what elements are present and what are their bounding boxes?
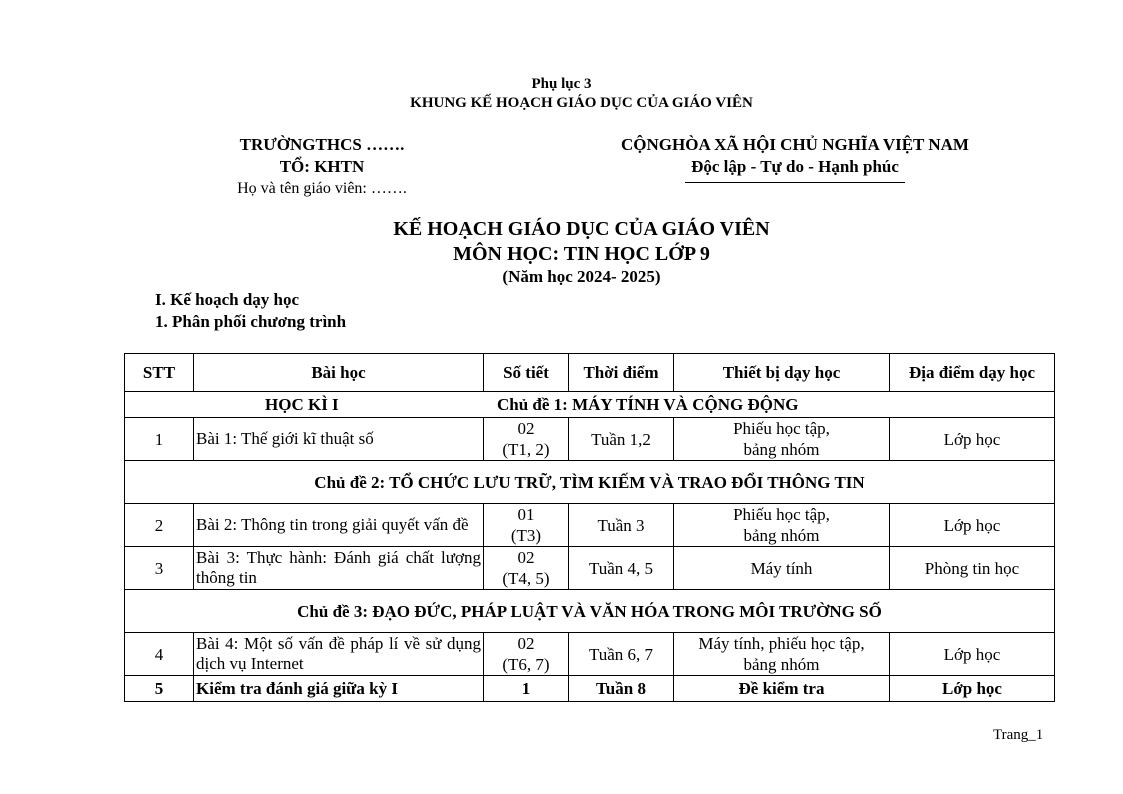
cell-time: Tuần 6, 7 [569, 633, 674, 676]
section-heading: I. Kế hoạch dạy học [155, 290, 300, 309]
equipment-line: bảng nhóm [743, 526, 820, 545]
table-row [125, 676, 1055, 702]
cell-stt: 4 [125, 633, 194, 676]
topic1-label: Chủ đề 1: MÁY TÍNH VÀ CỘNG ĐỘNG [497, 395, 799, 414]
periods-count: 02 [517, 419, 535, 438]
cell-place: Lớp học [890, 418, 1055, 461]
topic-row [125, 590, 1055, 633]
equipment-line: Phiếu học tập, [733, 419, 830, 438]
cell-place: Lớp học [890, 676, 1055, 702]
table-row [125, 547, 1055, 590]
cell-place: Phòng tin học [890, 547, 1055, 590]
cell-equipment: Đề kiểm tra [674, 676, 890, 702]
table-row [125, 633, 1055, 676]
cell-lesson: Bài 3: Thực hành: Đánh giá chất lượng thông tin [194, 547, 484, 590]
header-stt: STT [125, 354, 194, 392]
periods-count: 02 [517, 634, 535, 653]
topic-row [125, 461, 1055, 504]
header-time: Thời điểm [569, 354, 674, 392]
framework-title: KHUNG KẾ HOẠCH GIÁO DỤC CỦA GIÁO VIÊN [410, 95, 753, 111]
header-lesson: Bài học [194, 354, 484, 392]
cell-periods [484, 547, 569, 590]
nation-block [585, 134, 1005, 183]
plan-subject: MÔN HỌC: TIN HỌC LỚP 9 [453, 243, 710, 265]
appendix-label: Phụ lục 3 [531, 76, 592, 92]
cell-lesson: Bài 1: Thế giới kĩ thuật số [194, 418, 484, 461]
periods-count: 02 [517, 548, 535, 567]
periods-detail: (T1, 2) [502, 440, 550, 459]
cell-equipment: Máy tính [674, 547, 890, 590]
teacher-name: Họ và tên giáo viên: ……. [237, 180, 407, 197]
table-row [125, 504, 1055, 547]
equipment-line: bảng nhóm [743, 655, 820, 674]
header-equipment: Thiết bị dạy học [674, 354, 890, 392]
cell-stt: 5 [125, 676, 194, 702]
cell-time: Tuần 3 [569, 504, 674, 547]
curriculum-table [124, 353, 1055, 702]
cell-periods [484, 418, 569, 461]
semester-row [125, 392, 1055, 418]
page-number: Trang_1 [993, 727, 1044, 743]
equipment-line: Máy tính, phiếu học tập, [698, 634, 865, 653]
table-row [125, 418, 1055, 461]
cell-stt: 1 [125, 418, 194, 461]
cell-periods: 1 [484, 676, 569, 702]
semester-label: HỌC KÌ I [265, 395, 339, 414]
topic3-label: Chủ đề 3: ĐẠO ĐỨC, PHÁP LUẬT VÀ VĂN HÓA TRONG MÔI TRƯỜNG SỐ [125, 590, 1055, 633]
cell-lesson: Bài 2: Thông tin trong giải quyết vấn đề [194, 504, 484, 547]
table-header-row [125, 354, 1055, 392]
periods-detail: (T3) [510, 526, 542, 545]
cell-place: Lớp học [890, 504, 1055, 547]
header-periods: Số tiết [484, 354, 569, 392]
cell-equipment [674, 418, 890, 461]
cell-stt: 3 [125, 547, 194, 590]
cell-stt: 2 [125, 504, 194, 547]
cell-place: Lớp học [890, 633, 1055, 676]
header-place: Địa điểm dạy học [890, 354, 1055, 392]
cell-lesson: Bài 4: Một số vấn đề pháp lí về sử dụng dịch vụ Internet [194, 633, 484, 676]
cell-equipment [674, 633, 890, 676]
cell-time: Tuần 1,2 [569, 418, 674, 461]
cell-equipment [674, 504, 890, 547]
nation-name: CỘNGHÒA XÃ HỘI CHỦ NGHĨA VIỆT NAM [621, 135, 969, 154]
periods-detail: (T4, 5) [502, 569, 550, 588]
plan-year: (Năm học 2024- 2025) [502, 267, 661, 286]
equipment-line: Phiếu học tập, [733, 505, 830, 524]
school-name: TRƯỜNGTHCS ……. [239, 135, 405, 154]
group-name: TỔ: KHTN [279, 157, 365, 176]
plan-title: KẾ HOẠCH GIÁO DỤC CỦA GIÁO VIÊN [393, 218, 770, 240]
equipment-line: bảng nhóm [743, 440, 820, 459]
subsection-heading: 1. Phân phối chương trình [155, 312, 347, 331]
periods-count: 01 [517, 505, 535, 524]
school-block [192, 134, 452, 200]
cell-time: Tuần 4, 5 [569, 547, 674, 590]
cell-periods [484, 504, 569, 547]
cell-time: Tuần 8 [569, 676, 674, 702]
cell-periods [484, 633, 569, 676]
cell-lesson: Kiểm tra đánh giá giữa kỳ I [194, 676, 484, 702]
periods-detail: (T6, 7) [502, 655, 550, 674]
national-motto: Độc lập - Tự do - Hạnh phúc [685, 156, 905, 183]
semester-topic-cell [125, 392, 1055, 418]
topic2-label: Chủ đề 2: TỔ CHỨC LƯU TRỮ, TÌM KIẾM VÀ TRAO ĐỔI THÔNG TIN [125, 461, 1055, 504]
